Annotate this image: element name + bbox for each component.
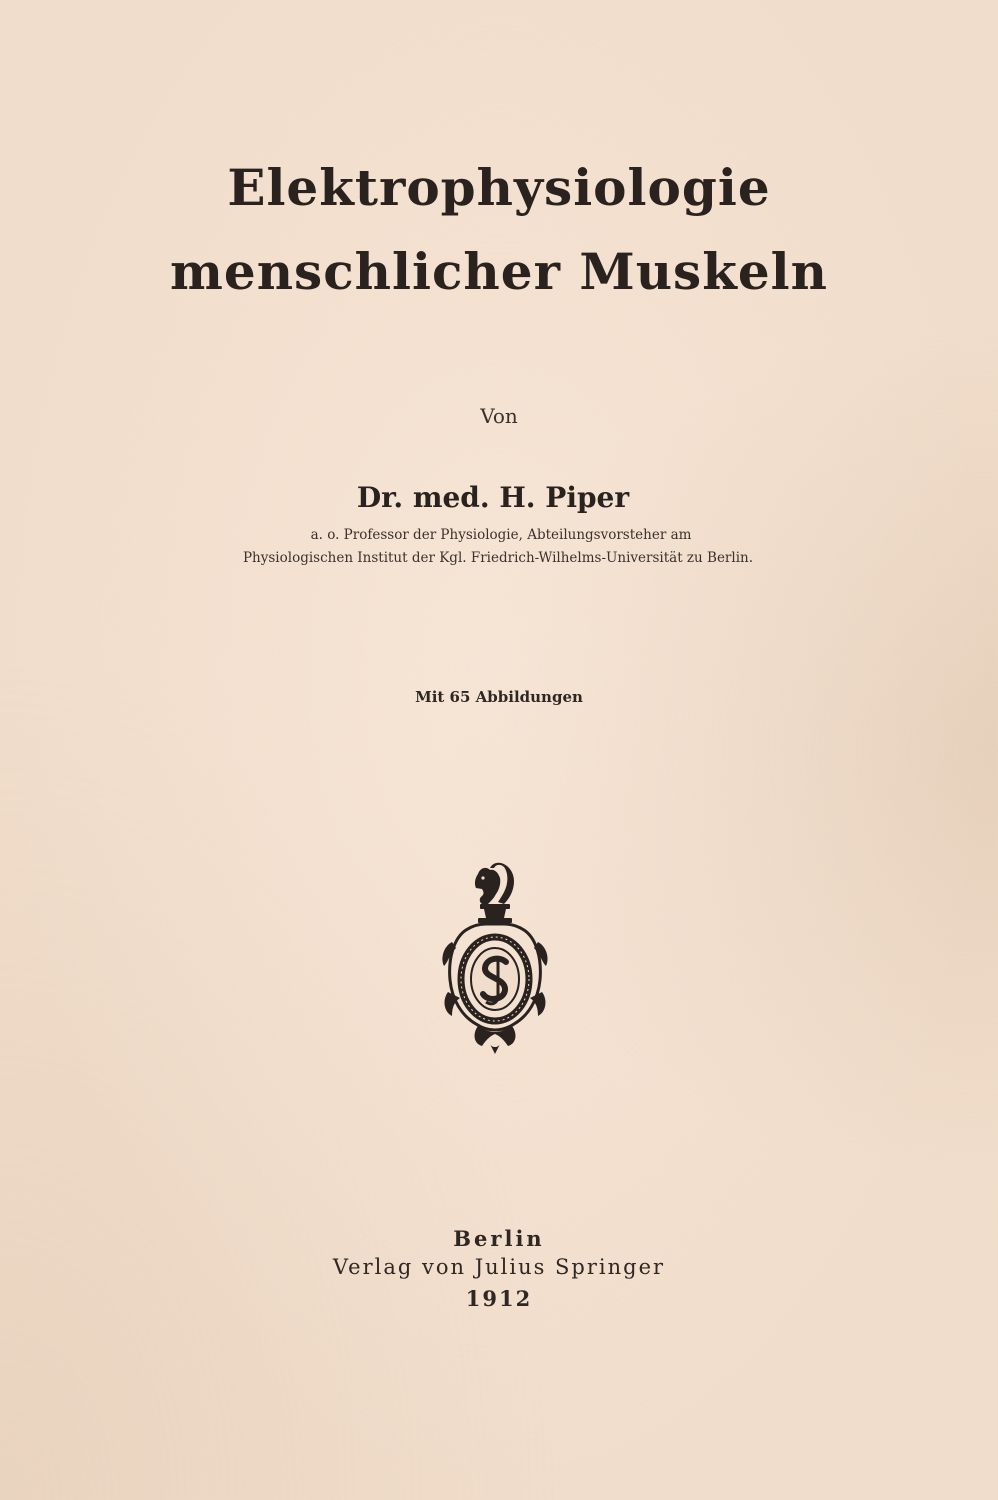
imprint-year: 1912 xyxy=(465,1286,533,1311)
book-title-line-2: menschlicher Muskeln xyxy=(169,242,828,301)
illustrations-note: Mit 65 Abbildungen xyxy=(415,688,583,706)
publisher-emblem-icon xyxy=(438,858,558,1063)
author-affiliation-line-2: Physiologischen Institut der Kgl. Friedrich-Wilhelms-Universität zu Berlin. xyxy=(242,550,754,566)
imprint-publisher: Verlag von Julius Springer xyxy=(332,1255,666,1279)
author-name: Dr. med. H. Piper xyxy=(356,481,630,514)
book-title-line-1: Elektrophysiologie xyxy=(227,158,771,217)
by-line: Von xyxy=(480,404,518,428)
imprint-place: Berlin xyxy=(453,1226,545,1251)
author-affiliation-line-1: a. o. Professor der Physiologie, Abteilungsvorsteher am xyxy=(310,527,692,543)
